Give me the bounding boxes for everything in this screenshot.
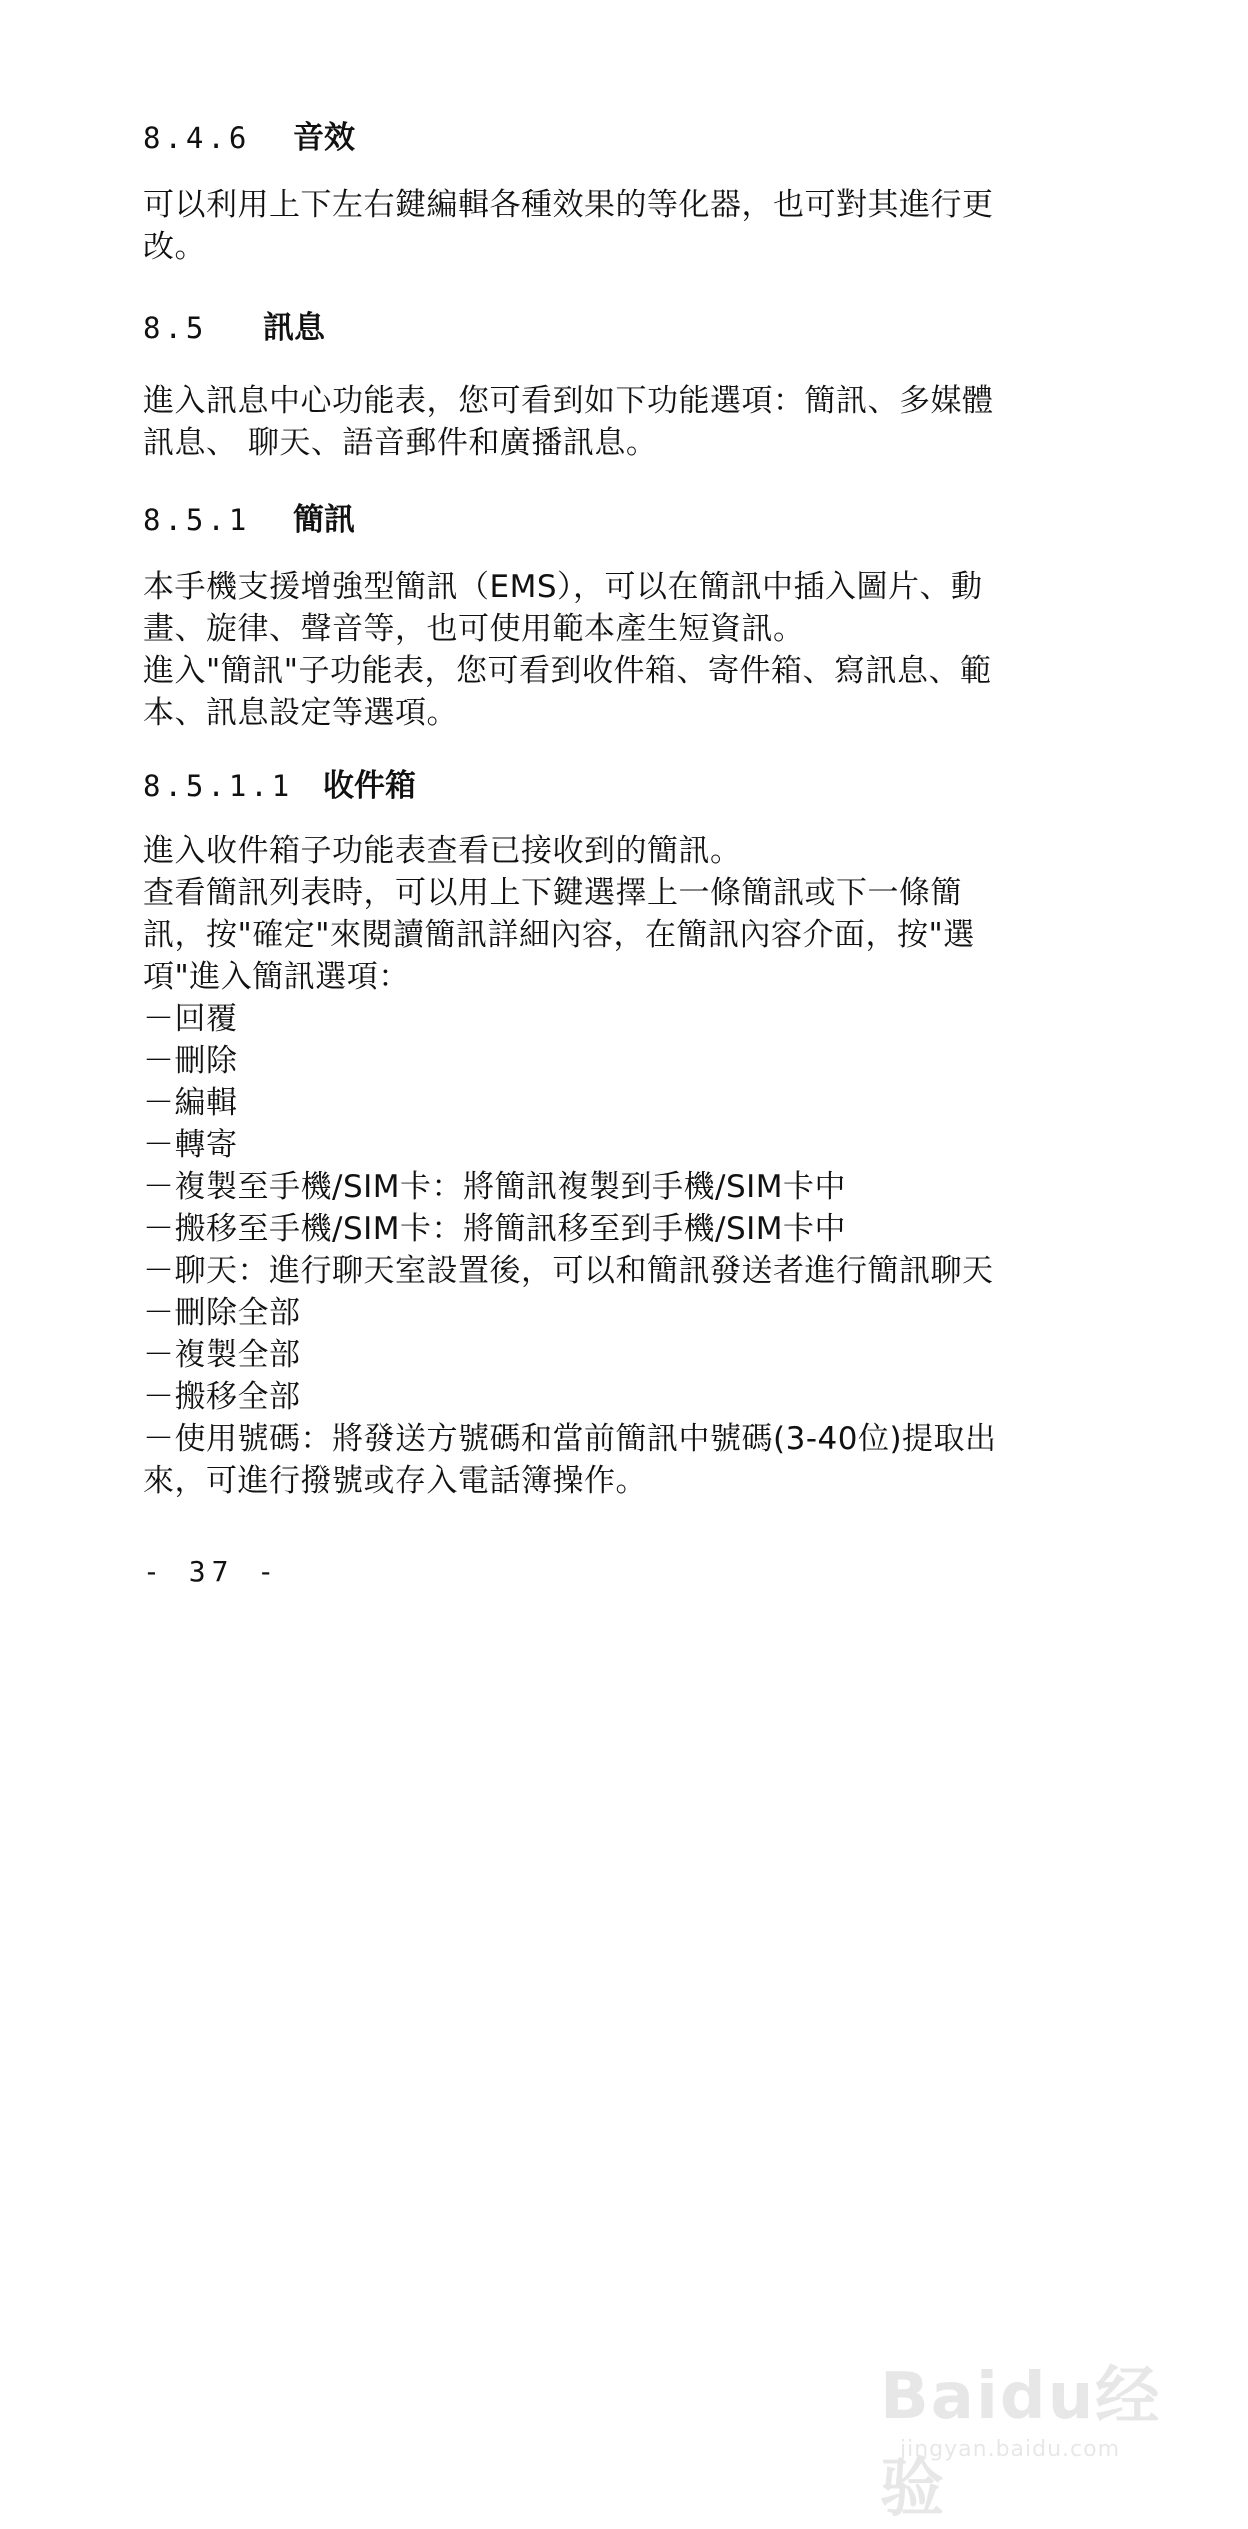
section-body-8-4-6 xyxy=(143,184,1043,268)
list-item: －搬移至手機/SIM卡：將簡訊移至到手機/SIM卡中 xyxy=(143,1211,847,1247)
section-body-8-5-1-1 xyxy=(143,830,1043,1502)
watermark-url: jingyan.baidu.com xyxy=(900,2437,1121,2462)
section-heading-8-4-6 xyxy=(143,118,355,158)
section-title: 簡訊 xyxy=(293,502,355,538)
text-line: 項"進入簡訊選項： xyxy=(143,959,410,995)
text-line: 訊，按"確定"來閱讀簡訊詳細內容，在簡訊內容介面，按"選 xyxy=(143,917,975,953)
section-number: 8.5.1 xyxy=(143,503,251,537)
section-heading-8-5-1 xyxy=(143,500,355,540)
list-item: －搬移全部 xyxy=(143,1379,301,1415)
text-line: 進入訊息中心功能表，您可看到如下功能選項：簡訊、多媒體 xyxy=(143,383,994,419)
section-number: 8.5 xyxy=(143,311,208,345)
text-line: 可以利用上下左右鍵編輯各種效果的等化器，也可對其進行更 xyxy=(143,187,994,223)
text-line: 訊息、 聊天、語音郵件和廣播訊息。 xyxy=(143,425,658,461)
text-line: 本、訊息設定等選項。 xyxy=(143,695,458,731)
text-line: 進入"簡訊"子功能表，您可看到收件箱、寄件箱、寫訊息、範 xyxy=(143,653,992,689)
section-number: 8.5.1.1 xyxy=(143,769,294,803)
section-body-8-5-1 xyxy=(143,566,1043,734)
list-item: －聊天：進行聊天室設置後，可以和簡訊發送者進行簡訊聊天 xyxy=(143,1253,994,1289)
list-item: －使用號碼：將發送方號碼和當前簡訊中號碼(3-40位)提取出 xyxy=(143,1421,997,1457)
text-line: 進入收件箱子功能表查看已接收到的簡訊。 xyxy=(143,833,742,869)
list-item: －轉寄 xyxy=(143,1127,238,1163)
list-item: －複製至手機/SIM卡：將簡訊複製到手機/SIM卡中 xyxy=(143,1169,847,1205)
text-line: 查看簡訊列表時，可以用上下鍵選擇上一條簡訊或下一條簡 xyxy=(143,875,962,911)
section-title: 收件箱 xyxy=(323,768,416,804)
list-item: 來，可進行撥號或存入電話簿操作。 xyxy=(143,1463,647,1499)
list-item: －複製全部 xyxy=(143,1337,301,1373)
section-heading-8-5-1-1 xyxy=(143,766,416,806)
section-title: 音效 xyxy=(293,120,355,156)
section-title: 訊息 xyxy=(263,310,325,346)
watermark-logo: Baidu经验 xyxy=(880,2360,1162,2526)
baidu-watermark xyxy=(880,2345,1210,2526)
text-line: 本手機支援增強型簡訊（EMS），可以在簡訊中插入圖片、動 xyxy=(143,569,983,605)
list-item: －刪除 xyxy=(143,1043,238,1079)
list-item: －編輯 xyxy=(143,1085,238,1121)
list-item: －刪除全部 xyxy=(143,1295,301,1331)
page-number: - 37 - xyxy=(143,1555,281,1588)
text-line: 改。 xyxy=(143,229,206,265)
list-item: －回覆 xyxy=(143,1001,238,1037)
section-body-8-5 xyxy=(143,380,1043,464)
section-heading-8-5 xyxy=(143,308,325,348)
section-number: 8.4.6 xyxy=(143,121,251,155)
text-line: 畫、旋律、聲音等，也可使用範本產生短資訊。 xyxy=(143,611,805,647)
